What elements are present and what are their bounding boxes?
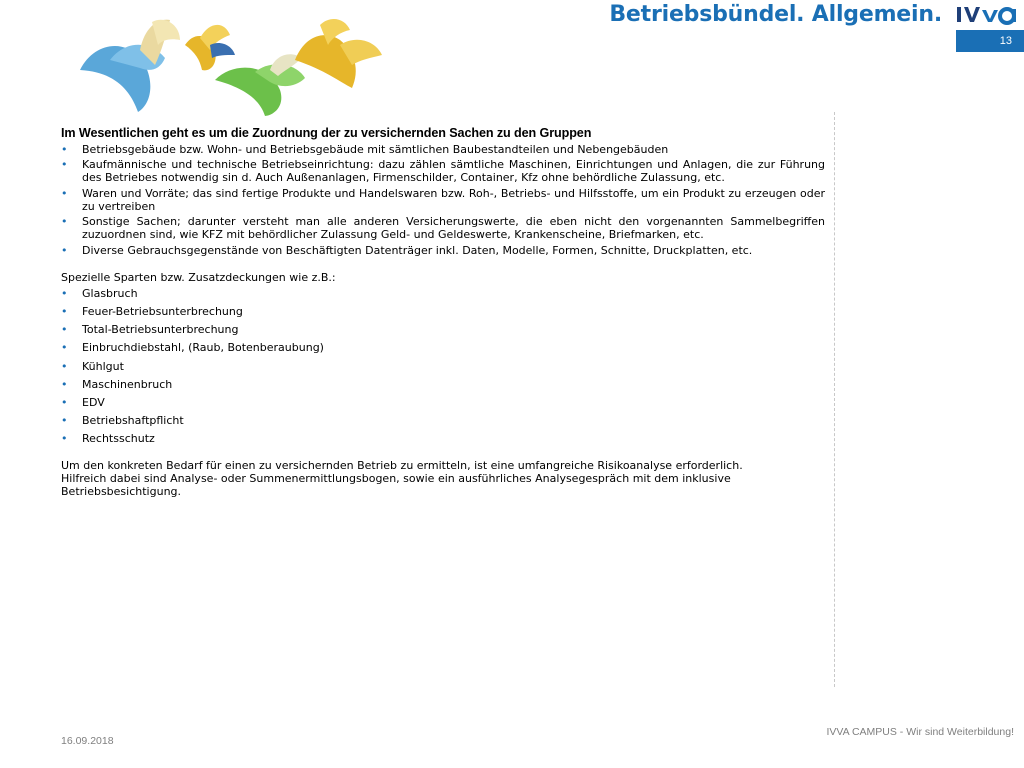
- content-heading: Im Wesentlichen geht es um die Zuordnung der zu versichernden Sachen zu den Gruppen: [61, 126, 592, 140]
- footer-date: 16.09.2018: [61, 735, 114, 747]
- list-item: • Glasbruch: [61, 288, 825, 301]
- yellow-banana-left: [185, 25, 235, 70]
- slide-title: Betriebsbündel. Allgemein.: [609, 2, 942, 27]
- list-item: • Diverse Gebrauchsgegenstände von Beschäftigten Datenträger inkl. Daten, Modelle, Formen, Schnitte, Druckplatten, etc.: [61, 245, 825, 258]
- closing-paragraph: [61, 460, 825, 498]
- closing-line: Hilfreich dabei sind Analyse- oder Summenermittlungsbogen, sowie ein ausführliches Analysegespräch mit dem inklusive: [61, 472, 731, 486]
- list-item: • Kaufmännische und technische Betriebseinrichtung: dazu zählen sämtliche Maschinen, Einrichtungen und Anlagen, die zur Führung des Betriebes notwendig sin d. Auch Außenanlagen, Firmenschilder, Container, Kfz ohne behördliche Zulassung, etc.: [61, 159, 825, 184]
- ivva-logo: [954, 2, 1022, 28]
- list-item: • EDV: [61, 397, 825, 410]
- slide-content: [61, 127, 825, 498]
- list-item: • Betriebshaftpflicht: [61, 415, 825, 428]
- list-item: • Sonstige Sachen; darunter versteht man alle anderen Versicherungswerte, die eben nicht den vorgenannten Sammelbegriffen zuzuordnen sind, wie KFZ mit behördlicher Zulassung Geld- und Geldeswerte, Krankenscheine, Briefmarken, etc.: [61, 216, 825, 241]
- vertical-divider: [834, 112, 835, 687]
- list-item: • Rechtsschutz: [61, 433, 825, 446]
- special-coverage-list: [61, 288, 825, 445]
- list-item: • Betriebsgebäude bzw. Wohn- und Betriebsgebäude mit sämtlichen Baubestandteilen und Nebengebäuden: [61, 144, 825, 157]
- list-item: • Kühlgut: [61, 361, 825, 374]
- closing-line: Betriebsbesichtigung.: [61, 484, 182, 498]
- yellow-banana-right: [295, 19, 382, 88]
- special-coverage-title: Spezielle Sparten bzw. Zusatzdeckungen wie z.B.:: [61, 270, 336, 284]
- footer-tagline: IVVA CAMPUS - Wir sind Weiterbildung!: [826, 726, 1014, 738]
- group-list: [61, 144, 825, 258]
- list-item: • Total-Betriebsunterbrechung: [61, 324, 825, 337]
- list-item: • Maschinenbruch: [61, 379, 825, 392]
- banana-illustration: [70, 10, 390, 120]
- page-number: 13: [956, 30, 1024, 52]
- blue-banana: [80, 20, 180, 112]
- green-banana: [215, 54, 305, 116]
- list-item: • Feuer-Betriebsunterbrechung: [61, 306, 825, 319]
- list-item: • Waren und Vorräte; das sind fertige Produkte und Handelswaren bzw. Roh-, Betriebs- und Hilfsstoffe, um ein Produkt zu erzeugen oder zu vertreiben: [61, 188, 825, 213]
- closing-line: Um den konkreten Bedarf für einen zu versichernden Betrieb zu ermitteln, ist eine umfangreiche Risikoanalyse erforderlich.: [61, 459, 743, 473]
- list-item: • Einbruchdiebstahl, (Raub, Botenberaubung): [61, 342, 825, 355]
